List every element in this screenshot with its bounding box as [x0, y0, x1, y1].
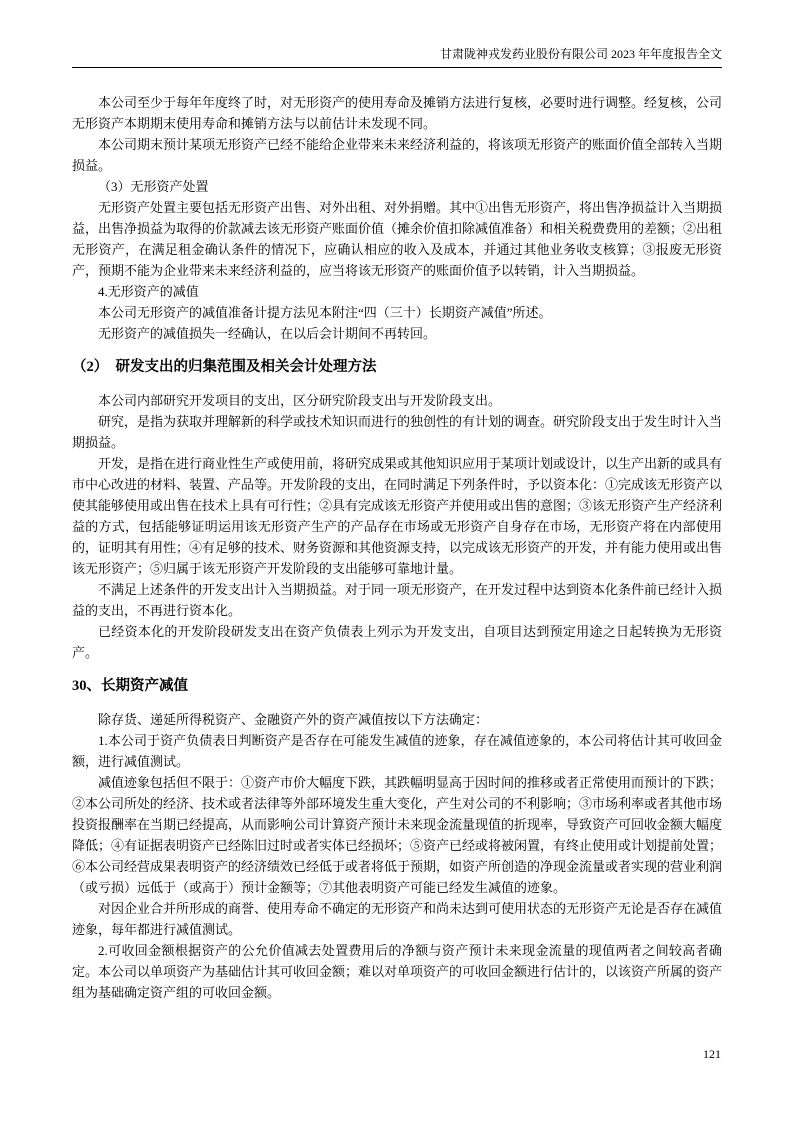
page-footer [703, 1047, 721, 1062]
page-number: 121 [703, 1047, 721, 1061]
header-title: 甘肃陇神戎发药业股份有限公司 2023 年年度报告全文 [439, 47, 722, 61]
paragraph: 研究，是指为获取并理解新的科学或技术知识而进行的独创性的有计划的调查。研究阶段支出于发生时计入当期损益。 [72, 414, 723, 450]
paragraph: 无形资产的减值损失一经确认，在以后会计期间不再转回。 [98, 326, 437, 341]
paragraph: 本公司期末预计某项无形资产已经不能给企业带来未来经济利益的，将该项无形资产的账面价值全部转入当期损益。 [72, 137, 723, 173]
page-header [72, 46, 722, 68]
document-content [72, 92, 722, 1003]
paragraph: 本公司内部研究开发项目的支出，区分研究阶段支出与开发阶段支出。 [98, 393, 502, 408]
paragraph: 本公司无形资产的减值准备计提方法见本附注“四（三十）长期资产减值”所述。 [98, 305, 552, 320]
paragraph: 开发，是指在进行商业性生产或使用前，将研究成果或其他知识应用于某项计划或设计，以生产出新的或具有市中心改进的材料、装置、产品等。开发阶段的支出，在同时满足下列条件时，予以资本化：①完成该无形资产以使其能够使用或出售在技术上具有可行性；②具有完成该无形资产并使用或出售的意图；③该无形资产生产经济利益的方式，包括能够证明运用该无形资产生产的产品存在市场或无形资产自身存在市场，无形资产将在内部使用的，证明其有用性；④有足够的技术、财务资源和其他资源支持，以完成该无形资产的开发，并有能力使用或出售该无形资产；⑤归属于该无形资产开发阶段的支出能够可靠地计量。 [72, 456, 723, 576]
paragraph: 4.无形资产的减值 [98, 284, 199, 299]
section-heading: （2） 研发支出的归集范围及相关会计处理方法 [72, 359, 377, 375]
paragraph: 对因企业合并所形成的商誉、使用寿命不确定的无形资产和尚未达到可使用状态的无形资产无论是否存在减值迹象，每年都进行减值测试。 [72, 901, 723, 937]
paragraph: 本公司至少于每年年度终了时，对无形资产的使用寿命及摊销方法进行复核，必要时进行调整。经复核，公司无形资产本期期末使用寿命和摊销方法与以前估计未发现不同。 [72, 95, 723, 131]
paragraph: 不满足上述条件的开发支出计入当期损益。对于同一项无形资产，在开发过程中达到资本化条件前已经计入损益的支出，不再进行资本化。 [72, 582, 723, 618]
paragraph: （3）无形资产处置 [98, 179, 209, 194]
paragraph: 1.本公司于资产负债表日判断资产是否存在可能发生减值的迹象，存在减值迹象的，本公司将估计其可收回金额，进行减值测试。 [72, 733, 722, 769]
paragraph: 已经资本化的开发阶段研发支出在资产负债表上列示为开发支出，自项目达到预定用途之日起转换为无形资产。 [72, 624, 722, 660]
paragraph: 减值迹象包括但不限于：①资产市价大幅度下跌，其跌幅明显高于因时间的推移或者正常使用而预计的下跌；②本公司所处的经济、技术或者法律等外部环境发生重大变化，产生对公司的不利影响；③市场利率或者其他市场投资报酬率在当期已经提高，从而影响公司计算资产预计未来现金流量现值的折现率，导致资产可回收金额大幅度降低；④有证据表明资产已经陈旧过时或者实体已经损坏；⑤资产已经或将被闲置，有终止使用或计划提前处置；⑥本公司经营成果表明资产的经济绩效已经低于或者将低于预期，如资产所创造的净现金流量或者实现的营业利润（或亏损）远低于（或高于）预计金额等；⑦其他表明资产可能已经发生减值的迹象。 [72, 775, 723, 895]
paragraph: 2.可收回金额根据资产的公允价值减去处置费用后的净额与资产预计未来现金流量的现值两者之间较高者确定。本公司以单项资产为基础估计其可收回金额；难以对单项资产的可收回金额进行估计的，以该资产所属的资产组为基础确定资产组的可收回金额。 [72, 943, 723, 1000]
paragraph: 无形资产处置主要包括无形资产出售、对外出租、对外捐赠。其中①出售无形资产，将出售净损益计入当期损益，出售净损益为取得的价款减去该无形资产账面价值（摊余价值扣除减值准备）和相关税费费用的差额；②出租无形资产，在满足租金确认条件的情况下，应确认相应的收入及成本，并通过其他业务收支核算；③报废无形资产，预期不能为企业带来未来经济利益的，应当将该无形资产的账面价值予以转销，计入当期损益。 [72, 200, 723, 278]
section-heading: 30、长期资产减值 [72, 678, 188, 694]
paragraph: 除存货、递延所得税资产、金融资产外的资产减值按以下方法确定： [98, 712, 489, 727]
